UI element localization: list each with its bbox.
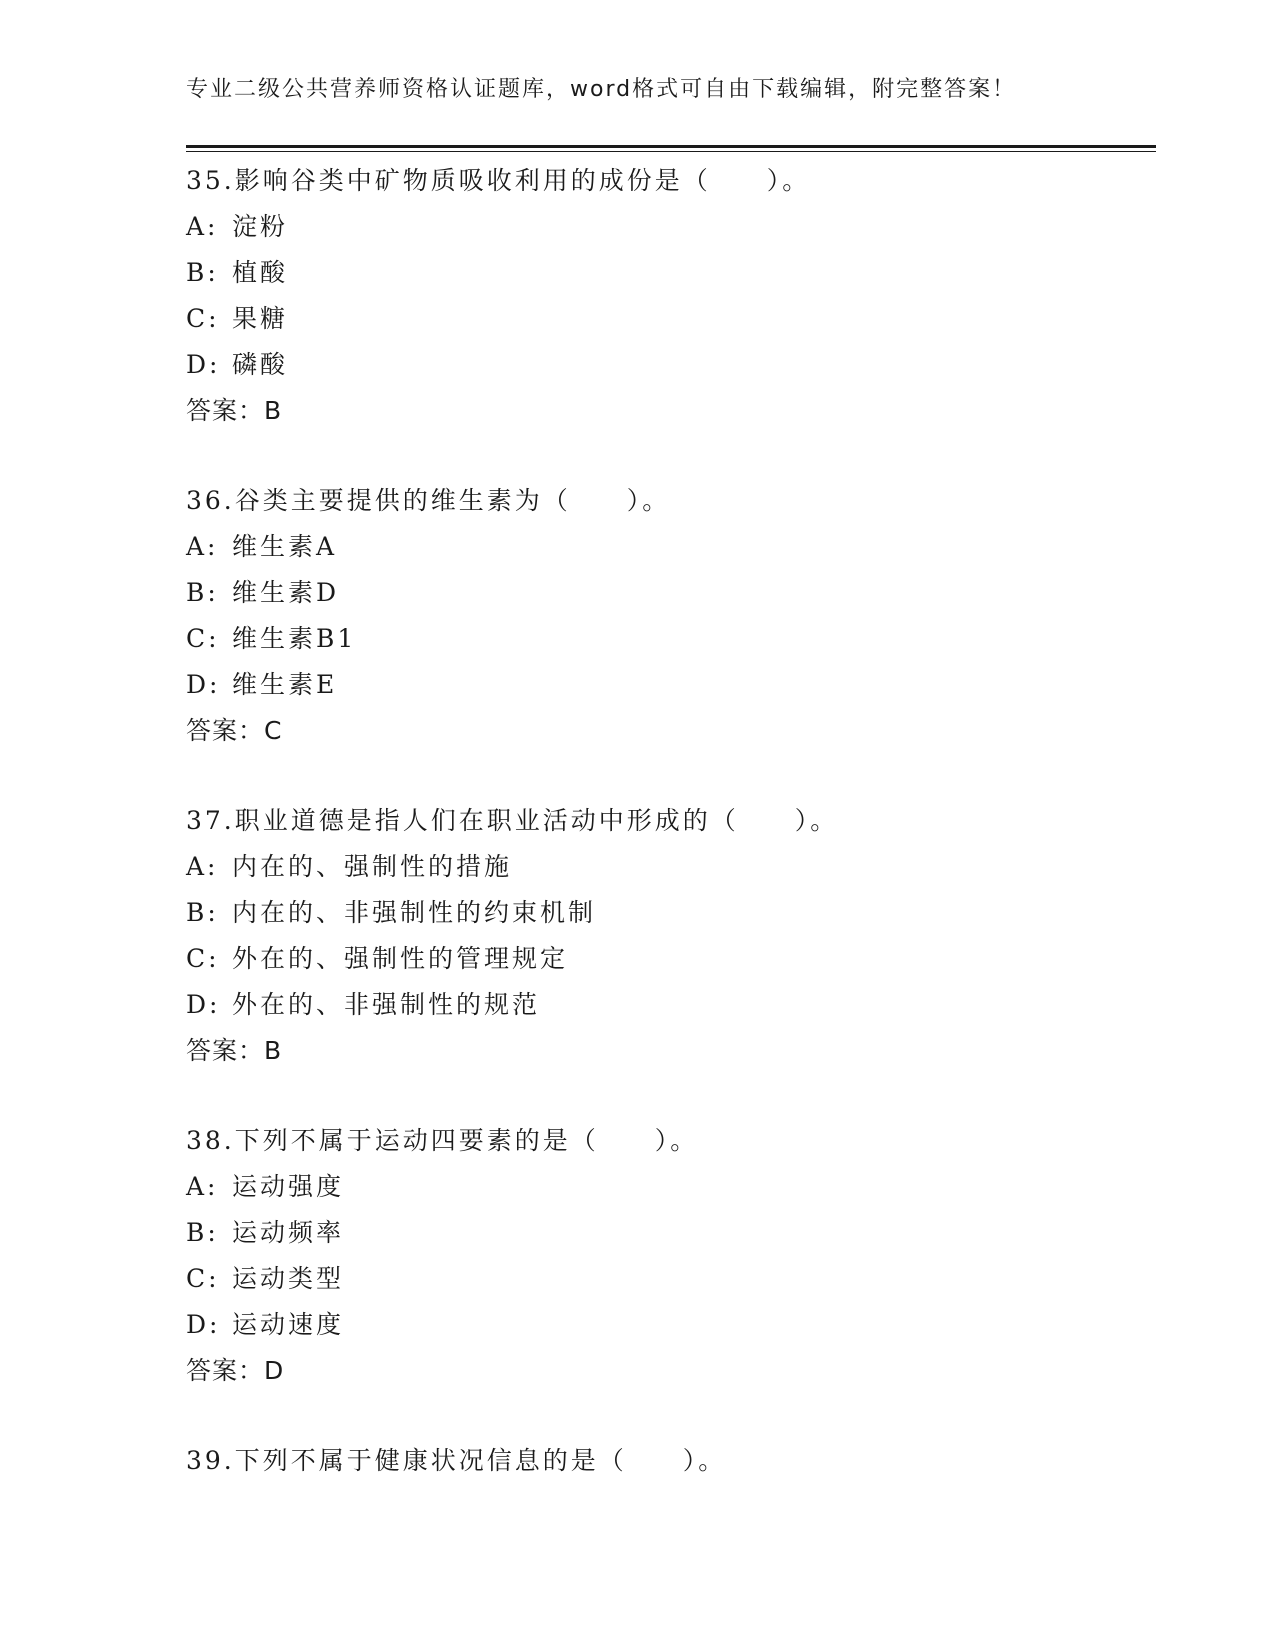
option-text: 运动类型 [232,1264,345,1293]
option-text: 运动强度 [232,1172,345,1201]
option-b [186,250,1156,296]
option-b [186,890,1156,936]
option-text: 外在的、强制性的管理规定 [232,944,569,973]
option-text: 内在的、非强制性的约束机制 [232,898,597,927]
question-stem: 39.下列不属于健康状况信息的是（ ）。 [186,1446,727,1475]
question-stem: 36.谷类主要提供的维生素为（ ）。 [186,486,671,515]
option-text: 维生素B1 [232,624,357,653]
option-b [186,570,1156,616]
option-key: B: [186,1218,219,1247]
option-d [186,342,1156,388]
option-text: 维生素E [232,670,338,699]
option-key: B: [186,898,219,927]
option-key: A: [186,1172,219,1201]
option-key: D: [186,990,221,1019]
option-text: 内在的、强制性的措施 [232,852,513,881]
question-35 [186,158,1156,434]
option-c [186,296,1156,342]
question-list [186,158,1156,1528]
option-c [186,616,1156,662]
option-c [186,1256,1156,1302]
option-text: 果糖 [232,304,289,333]
option-key: C: [186,944,220,973]
option-a [186,1164,1156,1210]
option-a [186,844,1156,890]
option-key: A: [186,212,219,241]
option-a [186,204,1156,250]
option-key: A: [186,532,219,561]
answer: 答案：C [186,716,283,745]
answer: 答案：B [186,396,283,425]
question-stem: 37.职业道德是指人们在职业活动中形成的（ ）。 [186,806,839,835]
option-text: 外在的、非强制性的规范 [232,990,541,1019]
option-c [186,936,1156,982]
option-key: B: [186,578,219,607]
question-stem: 35.影响谷类中矿物质吸收利用的成份是（ ）。 [186,166,811,195]
question-38 [186,1118,1156,1394]
question-37 [186,798,1156,1074]
option-key: C: [186,1264,220,1293]
option-text: 植酸 [232,258,289,287]
option-key: D: [186,1310,221,1339]
question-stem: 38.下列不属于运动四要素的是（ ）。 [186,1126,699,1155]
option-key: D: [186,350,221,379]
option-text: 维生素D [232,578,340,607]
answer: 答案：B [186,1036,283,1065]
answer: 答案：D [186,1356,285,1385]
option-key: A: [186,852,219,881]
option-a [186,524,1156,570]
option-d [186,662,1156,708]
header-divider-thin [186,151,1156,152]
option-text: 淀粉 [232,212,289,241]
option-text: 运动频率 [232,1218,345,1247]
option-d [186,1302,1156,1348]
header-divider-thick [186,145,1156,148]
option-key: C: [186,304,220,333]
page-header: 专业二级公共营养师资格认证题库，word格式可自由下载编辑，附完整答案！ [186,77,1017,102]
option-b [186,1210,1156,1256]
option-key: C: [186,624,220,653]
option-text: 维生素A [232,532,338,561]
option-key: D: [186,670,221,699]
option-text: 运动速度 [232,1310,345,1339]
question-36 [186,478,1156,754]
option-text: 磷酸 [232,350,289,379]
question-39 [186,1438,1156,1484]
option-key: B: [186,258,219,287]
option-d [186,982,1156,1028]
